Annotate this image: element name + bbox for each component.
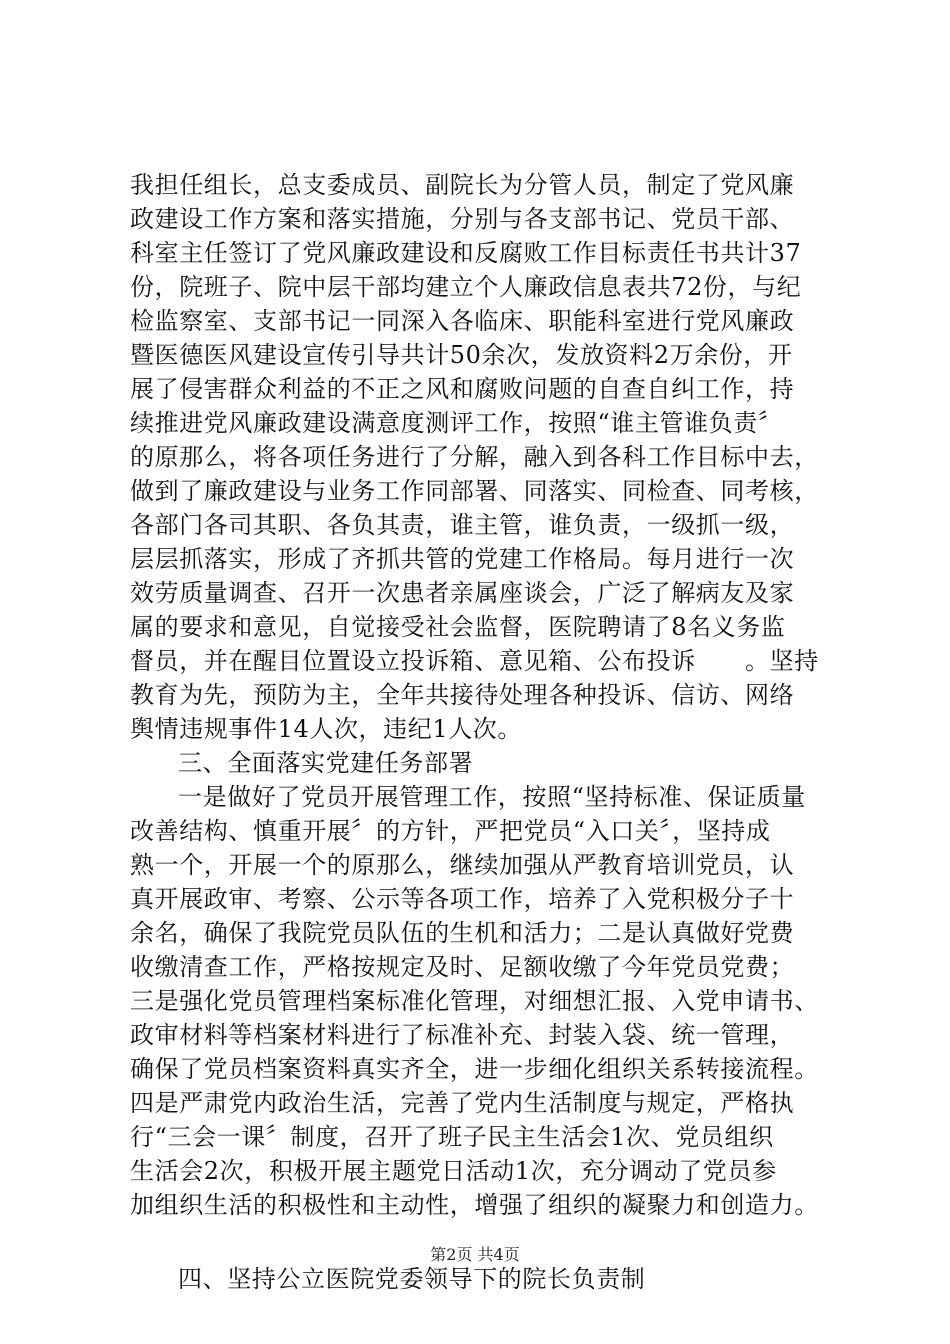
text-line: 行“三会一课〞制度，召开了班子民主生活会1次、党员组织 — [130, 1123, 774, 1151]
text-line: 效劳质量调查、召开一次患者亲属座谈会，广泛了解病友及家 — [130, 579, 795, 607]
text-line: 份，院班子、院中层干部均建立个人廉政信息表共72份，与纪 — [130, 273, 802, 301]
page-number: 第2页 共4页 — [430, 1245, 520, 1264]
text-line: 督员，并在醒目位置设立投诉箱、意见箱、公布投诉 。坚持 — [130, 647, 819, 675]
text-line: 教育为先，预防为主，全年共接待处理各种投诉、信访、网络 — [130, 681, 795, 709]
text-line: 我担任组长，总支委成员、副院长为分管人员，制定了党风廉 — [130, 171, 795, 199]
section-heading-3: 三、全面落实党建任务部署 — [178, 749, 474, 777]
text-line: 一是做好了党员开展管理工作，按照“坚持标准、保证质量 — [178, 783, 806, 811]
text-line: 的原那么，将各项任务进行了分解，融入到各科工作目标中去， — [130, 443, 819, 471]
page-footer — [0, 1245, 950, 1265]
text-line: 属的要求和意见，自觉接受社会监督，医院聘请了8名义务监 — [130, 613, 786, 641]
text-line: 收缴清查工作，严格按规定及时、足额收缴了今年党员党费； — [130, 953, 795, 981]
text-line: 续推进党风廉政建设满意度测评工作，按照“谁主管谁负责〞 — [130, 409, 783, 437]
text-line: 加组织生活的积极性和主动性，增强了组织的凝聚力和创造力。 — [130, 1191, 819, 1219]
section-heading-4: 四、坚持公立医院党委领导下的院长负责制 — [178, 1265, 646, 1293]
text-line: 熟一个，开展一个的原那么，继续加强从严教育培训党员，认 — [130, 851, 795, 879]
text-line: 做到了廉政建设与业务工作同部署、同落实、同检查、同考核， — [130, 477, 819, 505]
text-line: 舆情违规事件14人次，违纪1人次。 — [130, 715, 523, 743]
text-line: 生活会2次，积极开展主题党日活动1次，充分调动了党员参 — [130, 1157, 777, 1185]
text-line: 余名，确保了我院党员队伍的生机和活力；二是认真做好党费 — [130, 919, 795, 947]
text-line: 展了侵害群众利益的不正之风和腐败问题的自查自纠工作，持 — [130, 375, 795, 403]
text-line: 层层抓落实，形成了齐抓共管的党建工作格局。每月进行一次 — [130, 545, 795, 573]
paragraph-party-building — [130, 780, 832, 1222]
text-line: 检监察室、支部书记一同深入各临床、职能科室进行党风廉政 — [130, 307, 795, 335]
text-line: 各部门各司其职、各负其责，谁主管，谁负责，一级抓一级， — [130, 511, 795, 539]
text-line: 四是严肃党内政治生活，完善了党内生活制度与规定，严格执 — [130, 1089, 795, 1117]
document-body — [130, 168, 832, 1296]
text-line: 政审材料等档案材料进行了标准补充、封装入袋、统一管理， — [130, 1021, 795, 1049]
text-line: 暨医德医风建设宣传引导共计50余次，发放资料2万余份，开 — [130, 341, 793, 369]
text-line: 科室主任签订了党风廉政建设和反腐败工作目标责任书共计37 — [130, 239, 802, 267]
text-line: 改善结构、慎重开展〞的方针，严把党员“入口关〞，坚持成 — [130, 817, 771, 845]
text-line: 三是强化党员管理档案标准化管理，对细想汇报、入党申请书、 — [130, 987, 819, 1015]
text-line: 真开展政审、考察、公示等各项工作，培养了入党积极分子十 — [130, 885, 795, 913]
text-line: 政建设工作方案和落实措施，分别与各支部书记、党员干部、 — [130, 205, 795, 233]
text-line: 确保了党员档案资料真实齐全，进一步细化组织关系转接流程。 — [130, 1055, 819, 1083]
paragraph-responsibility — [130, 168, 832, 746]
